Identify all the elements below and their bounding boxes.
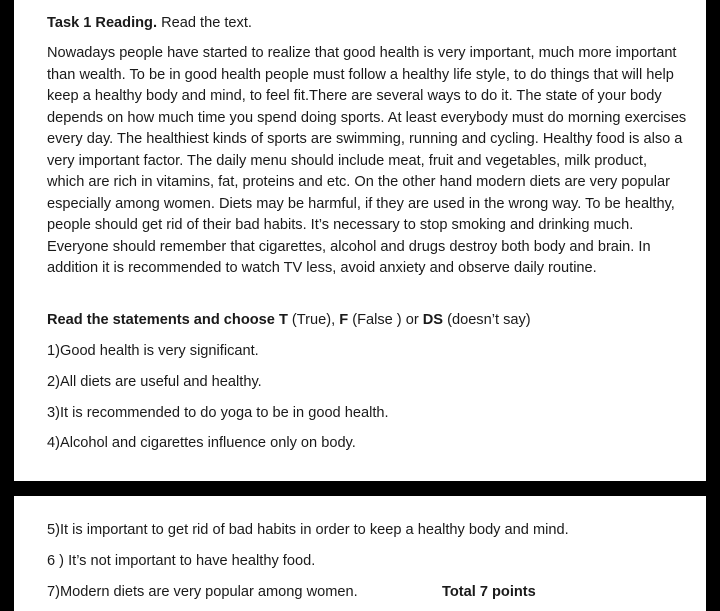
statement-3: 3)It is recommended to do yoga to be in good health.: [47, 405, 389, 421]
statement-4: 4)Alcohol and cigarettes influence only on body.: [47, 435, 356, 451]
task-heading: [47, 13, 252, 34]
statements-instruction: [47, 310, 531, 331]
worksheet-page-top: [14, 0, 706, 481]
task-instruction: Read the text.: [157, 15, 252, 31]
total-points: Total 7 points: [442, 584, 536, 600]
option-false-letter: F: [339, 312, 349, 328]
option-true-text: (True),: [287, 312, 340, 328]
statement-5: 5)It is important to get rid of bad habits in order to keep a healthy body and mind.: [47, 522, 569, 538]
option-true-letter: T: [278, 312, 288, 328]
statement-7: 7)Modern diets are very popular among women.: [47, 584, 358, 600]
statement-6: 6 ) It’s not important to have healthy food.: [47, 553, 316, 569]
worksheet-page-bottom: [14, 496, 706, 611]
statement-2: 2)All diets are useful and healthy.: [47, 374, 262, 390]
statement-1: 1)Good health is very significant.: [47, 343, 259, 359]
option-false-text: (False ) or: [348, 312, 423, 328]
reading-passage: Nowadays people have started to realize that good health is very important, much more important than wealth. To be in good health people must follow a healthy life style, to do things that will help keep a healthy body and mind, to feel fit.There are several ways to do it. The state of your body depends on how much time you spend doing sports. At least everybody must do morning exercises every day. The healthiest kinds of sports are swimming, running and cycling. Healthy food is also a very important factor. The daily menu should include meat, fruit and vegetables, milk product, which are rich in vitamins, fat, proteins and etc. On the other hand modern diets are very popular especially among women. Diets may be harmful, if they are used in the wrong way. To be healthy, people should get rid of their bad habits. It’s necessary to stop smoking and drinking much. Everyone should remember that cigarettes, alcohol and drugs destroy both body and brain. In addition it is recommended to watch TV less, avoid anxiety and observe daily routine.: [47, 45, 687, 276]
option-doesnt-say-letter: DS: [422, 312, 444, 328]
instruction-lead: Read the statements and choose: [47, 312, 279, 328]
option-doesnt-say-text: (doesn’t say): [443, 312, 531, 328]
task-title: Task 1 Reading.: [47, 15, 158, 31]
